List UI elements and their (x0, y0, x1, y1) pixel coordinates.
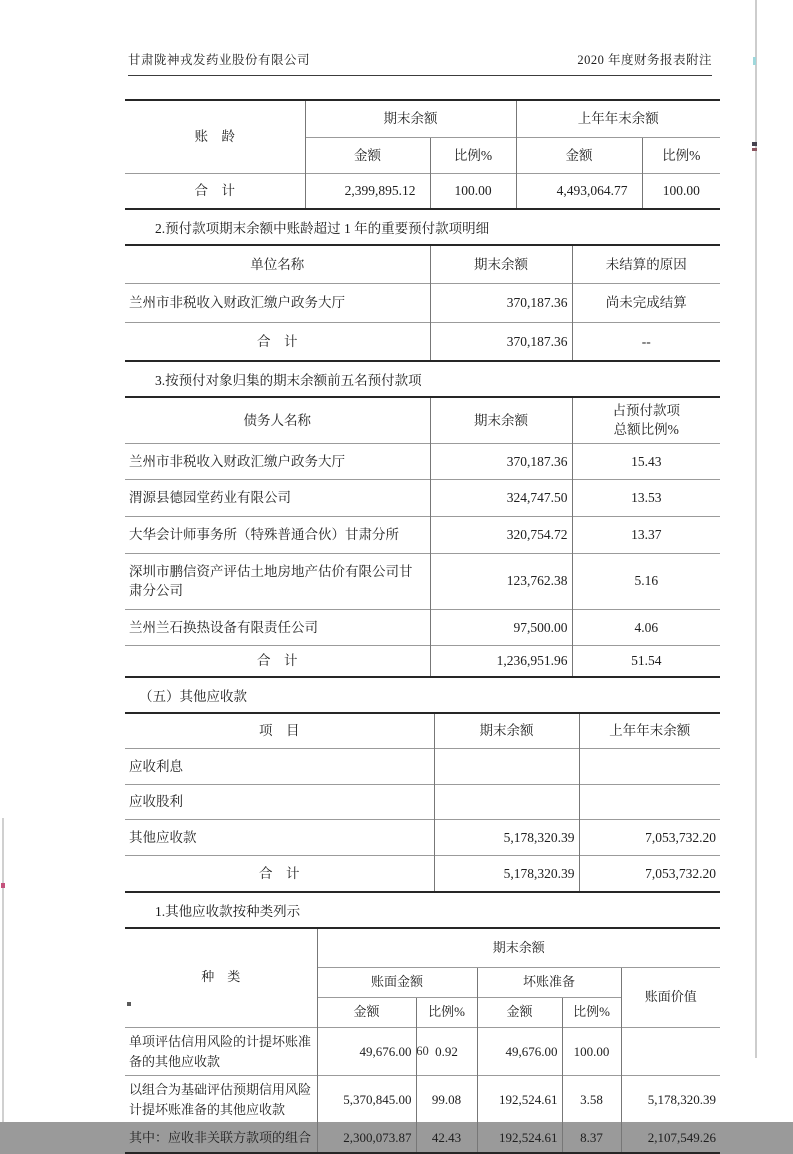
scan-artifact-maroon (752, 148, 757, 151)
cell-value: 5,370,845.00 (317, 1076, 416, 1124)
cell-value: 99.08 (416, 1076, 477, 1124)
column-header-ratio-line1: 占预付款项 (612, 403, 680, 419)
table-total-row (125, 646, 720, 677)
table-row (125, 284, 720, 323)
cell-reason: 尚未完成结算 (572, 284, 720, 323)
cell-unit-name: 兰州市非税收入财政汇缴户政务大厅 (125, 284, 430, 323)
page-number: 60 (416, 1044, 429, 1058)
cell-value: 100.00 (642, 174, 720, 209)
column-header-ratio-of-total (572, 397, 720, 443)
table-header-row (125, 100, 720, 137)
table-total-row (125, 322, 720, 361)
cell-debtor-name: 大华会计师事务所（特殊普通合伙）甘肃分所 (125, 516, 430, 553)
other-receivables-table (125, 712, 720, 893)
cell-value: 100.00 (430, 174, 516, 209)
column-header-amount: 金额 (477, 998, 562, 1028)
cell-label: 合 计 (125, 856, 434, 892)
cell-value: 42.43 (416, 1124, 477, 1153)
cell-value (434, 749, 579, 785)
cell-value: 0.92 (416, 1028, 477, 1076)
cell-value: 49,676.00 (317, 1028, 416, 1076)
column-header-reason: 未结算的原因 (572, 245, 720, 284)
cell-item: 应收股利 (125, 784, 434, 820)
section-title-important-prepayments: 2.预付款项期末余额中账龄超过 1 年的重要预付款项明细 (155, 220, 490, 236)
cell-item: 其他应收款 (125, 820, 434, 856)
column-header-ending: 期末余额 (430, 397, 572, 443)
cell-value: 5,178,320.39 (621, 1076, 720, 1124)
aging-summary-table (125, 99, 720, 210)
cell-category: 其中：应收非关联方款项的组合 (125, 1124, 317, 1153)
cell-value: 15.43 (572, 443, 720, 480)
cell-value: 13.53 (572, 480, 720, 517)
cell-value: 320,754.72 (430, 516, 572, 553)
cell-label: 合 计 (125, 322, 430, 361)
cell-value: 370,187.36 (430, 284, 572, 323)
cell-value (579, 784, 720, 820)
column-header-prior: 上年年末余额 (579, 713, 720, 749)
cell-value: 370,187.36 (430, 443, 572, 480)
cell-value: 5,178,320.39 (434, 856, 579, 892)
table-row (125, 1124, 720, 1153)
column-header-category: 种 类 (201, 969, 241, 985)
cell-category: 以组合为基础评估预期信用风险计提坏账准备的其他应收款 (125, 1076, 317, 1124)
table-row (125, 820, 720, 856)
table-row (125, 553, 720, 609)
table-header-row (125, 928, 720, 968)
receivables-by-category-table (125, 927, 720, 1154)
column-header-debtor-name: 债务人名称 (243, 412, 311, 428)
cell-value: 7,053,732.20 (579, 856, 720, 892)
table-row (125, 443, 720, 480)
cell-label: 合 计 (125, 174, 305, 209)
cell-value: 49,676.00 (477, 1028, 562, 1076)
column-header-ending: 期末余额 (317, 928, 720, 968)
table-row (125, 749, 720, 785)
cell-value (579, 749, 720, 785)
cell-value: 8.37 (562, 1124, 621, 1153)
column-header-ratio: 比例% (562, 998, 621, 1028)
scan-edge-line-right (755, 0, 757, 1058)
cell-value: 2,399,895.12 (305, 174, 430, 209)
table-total-row (125, 174, 720, 209)
section-title-top5-prepayments: 3.按预付对象归集的期末余额前五名预付款项 (155, 373, 422, 389)
cell-debtor-name: 深圳市鹏信资产评估土地房地产估价有限公司甘肃分公司 (125, 553, 430, 609)
cell-value: 2,300,073.87 (317, 1124, 416, 1153)
cell-value: 100.00 (562, 1028, 621, 1076)
cell-value: 324,747.50 (430, 480, 572, 517)
document-title: 2020 年度财务报表附注 (577, 53, 712, 67)
column-header-ratio: 比例% (430, 137, 516, 174)
important-prepayments-table (125, 244, 720, 363)
table-header-row (125, 245, 720, 284)
cell-label: 合 计 (125, 646, 430, 677)
column-header-book-amount: 账面金额 (317, 968, 477, 998)
column-header-prior: 上年年末余额 (516, 100, 720, 137)
table-row (125, 609, 720, 646)
column-header-item: 项 目 (259, 723, 300, 739)
column-header-book-value: 账面价值 (621, 968, 720, 1028)
cell-debtor-name: 渭源县德园堂药业有限公司 (125, 480, 430, 517)
table-row (125, 480, 720, 517)
cell-value: 192,524.61 (477, 1076, 562, 1124)
table-row (125, 516, 720, 553)
table-header-row (125, 397, 720, 443)
column-header-amount: 金额 (317, 998, 416, 1028)
cell-value: 1,236,951.96 (430, 646, 572, 677)
cell-debtor-name: 兰州兰石换热设备有限责任公司 (125, 609, 430, 646)
cell-value: 123,762.38 (430, 553, 572, 609)
section-title-by-category: 1.其他应收款按种类列示 (155, 903, 301, 919)
table-total-row (125, 856, 720, 892)
company-name: 甘肃陇神戎发药业股份有限公司 (128, 53, 311, 67)
cell-value: 97,500.00 (430, 609, 572, 646)
cell-value: 13.37 (572, 516, 720, 553)
column-header-amount: 金额 (305, 137, 430, 174)
cell-value: 5.16 (572, 553, 720, 609)
column-header-ending: 期末余额 (430, 245, 572, 284)
cell-value: 4.06 (572, 609, 720, 646)
scan-artifact-dark (752, 142, 757, 146)
column-header-aging: 账 龄 (194, 129, 235, 145)
cell-value (434, 784, 579, 820)
cell-value: 7,053,732.20 (579, 820, 720, 856)
column-header-ending: 期末余额 (434, 713, 579, 749)
cell-category: 单项评估信用风险的计提坏账准备的其他应收款 (125, 1028, 317, 1076)
top5-prepayments-table (125, 396, 720, 677)
column-header-unit-name: 单位名称 (250, 256, 305, 272)
cell-value: -- (572, 322, 720, 361)
cell-item: 应收利息 (125, 749, 434, 785)
cell-debtor-name: 兰州市非税收入财政汇缴户政务大厅 (125, 443, 430, 480)
table-row (125, 784, 720, 820)
scan-artifact-red (1, 883, 5, 888)
cell-value: 4,493,064.77 (516, 174, 642, 209)
column-header-ratio: 比例% (416, 998, 477, 1028)
scan-artifact-speck (127, 1002, 131, 1006)
scan-edge-line-left (2, 818, 4, 1122)
cell-value: 192,524.61 (477, 1124, 562, 1153)
page-content (125, 99, 720, 1154)
column-header-ending: 期末余额 (305, 100, 516, 137)
table-row (125, 1076, 720, 1124)
column-header-bad-debt-provision: 坏账准备 (477, 968, 621, 998)
scan-artifact-cyan (753, 57, 756, 65)
column-header-amount: 金额 (516, 137, 642, 174)
section-title-other-receivables: （五）其他应收款 (139, 688, 247, 704)
column-header-ratio-line2: 总额比例% (613, 421, 679, 437)
cell-value: 2,107,549.26 (621, 1124, 720, 1153)
cell-value: 370,187.36 (430, 322, 572, 361)
table-header-row (125, 713, 720, 749)
column-header-ratio: 比例% (642, 137, 720, 174)
cell-value: 51.54 (572, 646, 720, 677)
cell-value: 3.58 (562, 1076, 621, 1124)
page-header (128, 50, 712, 76)
cell-value: 5,178,320.39 (434, 820, 579, 856)
